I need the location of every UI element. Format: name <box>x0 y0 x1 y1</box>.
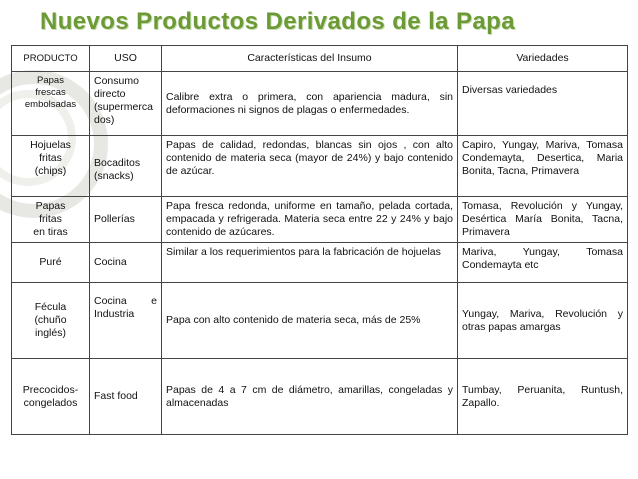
header-producto: PRODUCTO <box>12 46 90 72</box>
cell-variedades: Tumbay, Peruanita, Runtush, Zapallo. <box>458 359 628 435</box>
table-row <box>12 283 628 359</box>
cell-caracteristicas: Calibre extra o primera, con apariencia madura, sin deformaciones ni signos de plagas o enfermedades. <box>162 72 458 136</box>
table-header-row <box>12 46 628 72</box>
cell-caracteristicas: Papa fresca redonda, uniforme en tamaño, pelada cortada, empacada y refrigerada. Materia seca entre 22 y 24% y bajo contenido de azúcares. <box>162 197 458 243</box>
cell-caracteristicas: Papas de calidad, redondas, blancas sin ojos , con alto contenido de materia seca (mayor de 24%) y bajo contenido de azúcar. <box>162 136 458 197</box>
cell-producto: Fécula (chuño inglés) <box>12 283 90 359</box>
cell-producto: Papas frescas embolsadas <box>12 72 90 136</box>
cell-uso: Cocina e Industria <box>90 283 162 359</box>
cell-uso: Pollerías <box>90 197 162 243</box>
cell-uso: Fast food <box>90 359 162 435</box>
cell-variedades: Diversas variedades <box>458 72 628 136</box>
cell-variedades: Mariva, Yungay, Tomasa Condemayta etc <box>458 243 628 283</box>
cell-caracteristicas: Papa con alto contenido de materia seca, más de 25% <box>162 283 458 359</box>
cell-caracteristicas: Similar a los requerimientos para la fabricación de hojuelas <box>162 243 458 283</box>
header-variedades: Variedades <box>458 46 628 72</box>
table-row <box>12 197 628 243</box>
cell-uso: Consumo directo (supermercados) <box>90 72 162 136</box>
cell-variedades: Tomasa, Revolución y Yungay, Desértica María Bonita, Tacna, Primavera <box>458 197 628 243</box>
cell-uso: Cocina <box>90 243 162 283</box>
table-row <box>12 72 628 136</box>
cell-producto: Papas fritas en tiras <box>12 197 90 243</box>
header-uso: USO <box>90 46 162 72</box>
cell-producto: Puré <box>12 243 90 283</box>
cell-producto: Precocidos- congelados <box>12 359 90 435</box>
products-table <box>11 45 628 435</box>
table-row <box>12 136 628 197</box>
cell-caracteristicas: Papas de 4 a 7 cm de diámetro, amarillas, congeladas y almacenadas <box>162 359 458 435</box>
header-caracteristicas: Características del Insumo <box>162 46 458 72</box>
cell-variedades: Capiro, Yungay, Mariva, Tomasa Condemayta, Desertica, Maria Bonita, Tacna, Primavera <box>458 136 628 197</box>
cell-producto: Hojuelas fritas (chips) <box>12 136 90 197</box>
cell-variedades: Yungay, Mariva, Revolución y otras papas amargas <box>458 283 628 359</box>
table-row <box>12 359 628 435</box>
page-title: Nuevos Productos Derivados de la Papa <box>40 8 515 35</box>
table-row <box>12 243 628 283</box>
cell-uso: Bocaditos (snacks) <box>90 136 162 197</box>
